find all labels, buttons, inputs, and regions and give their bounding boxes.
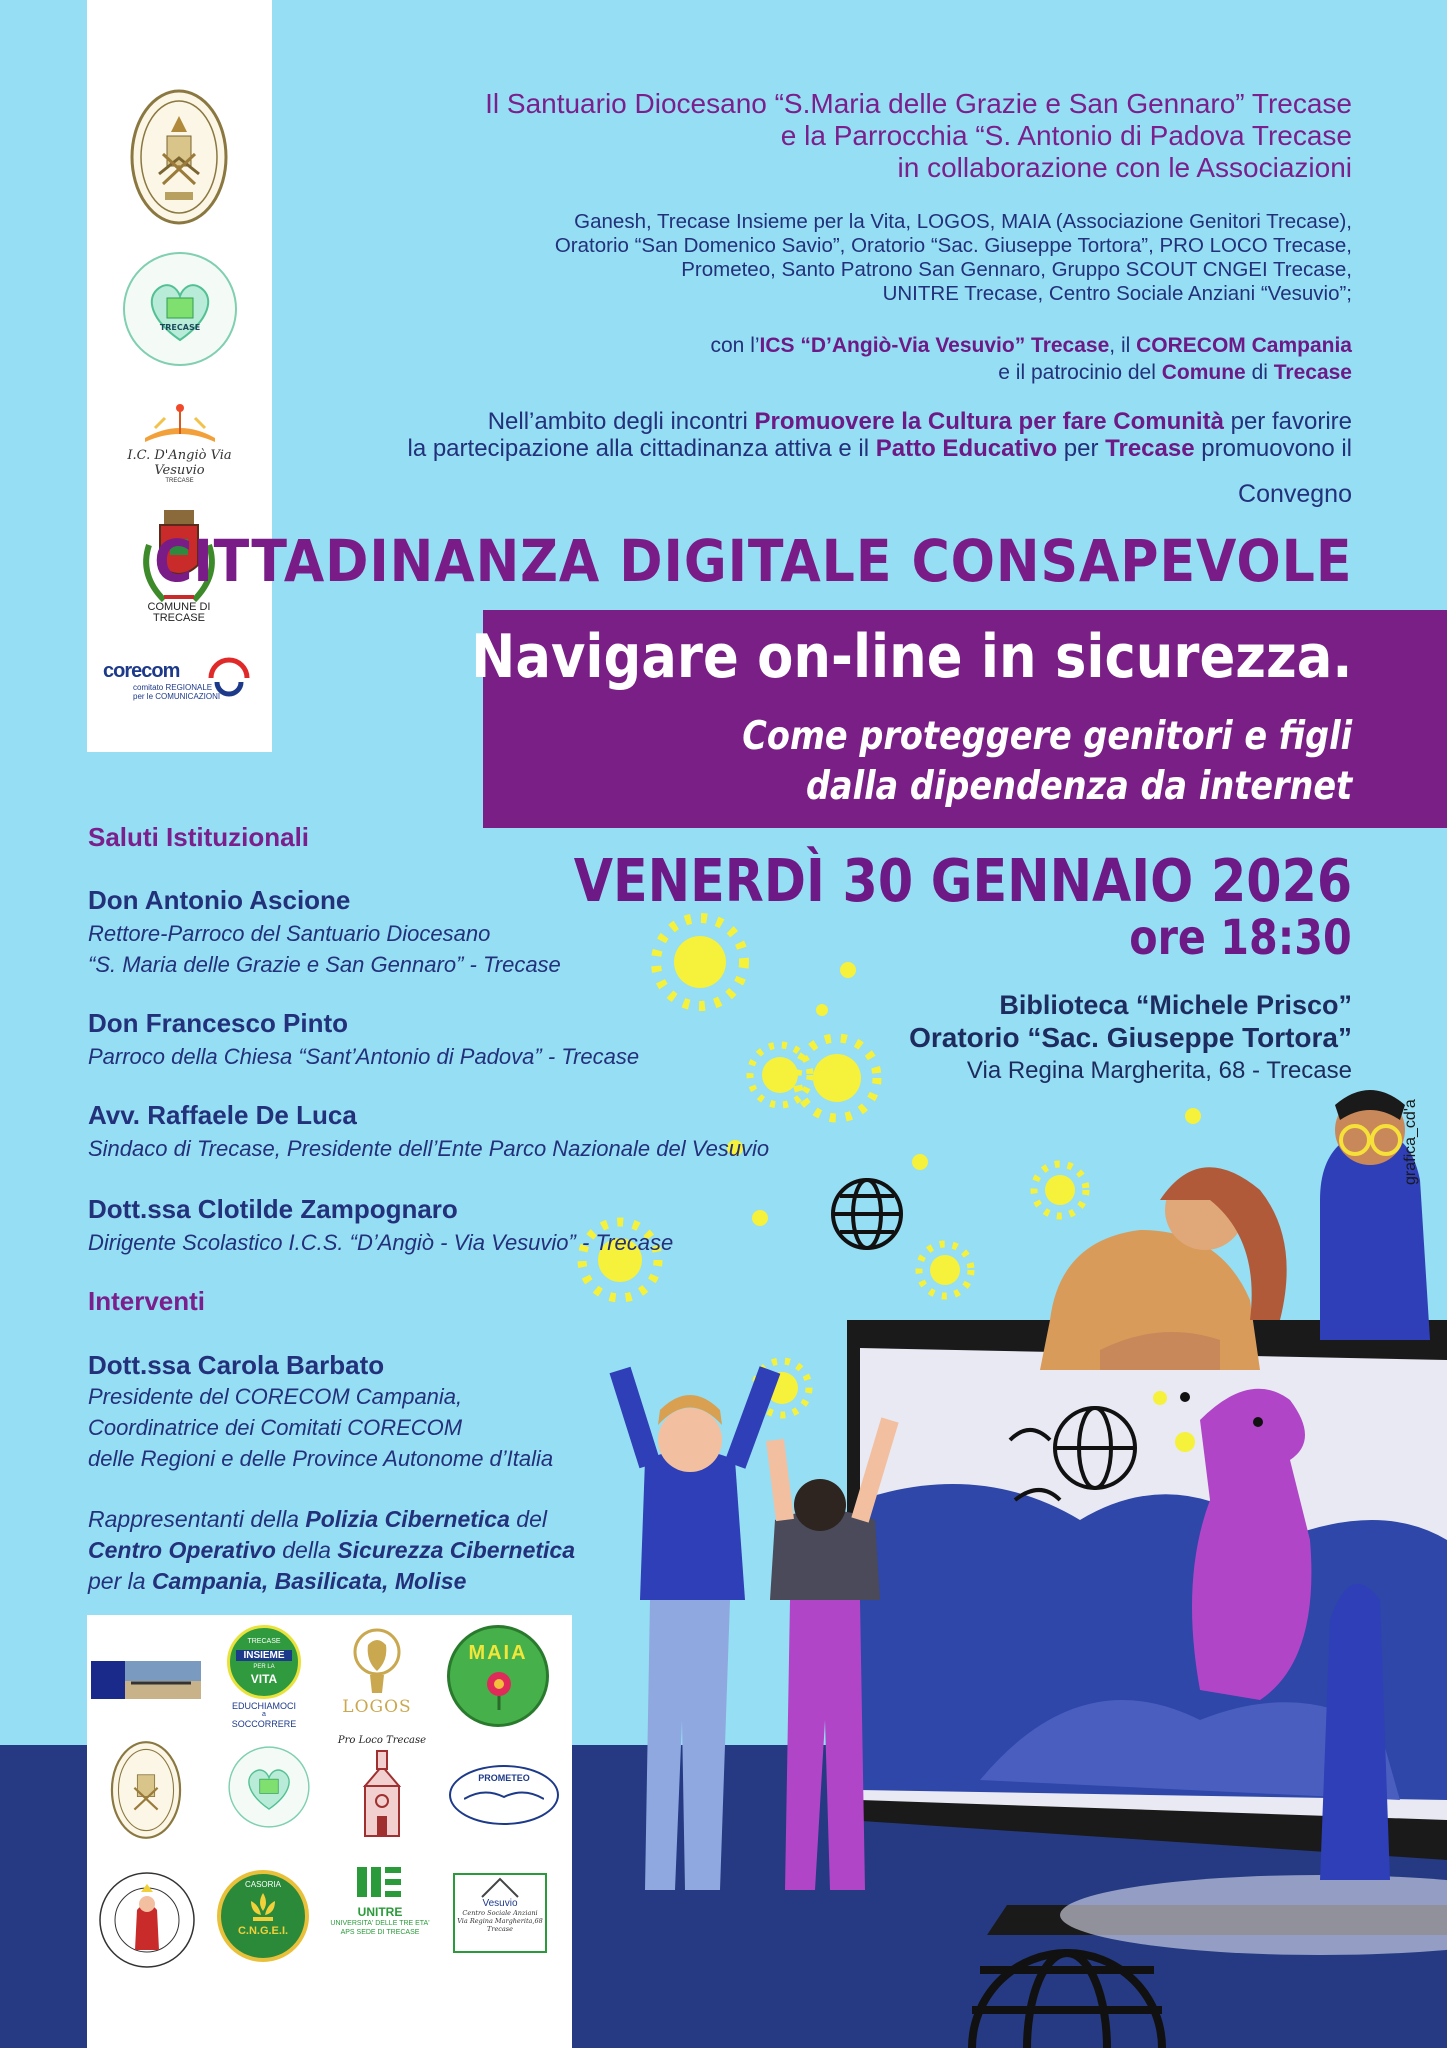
cngei-logo: [217, 1870, 309, 1962]
insieme-vita: VITA: [250, 1672, 278, 1686]
speaker-1-role: [88, 918, 561, 980]
logos-association-logo: [337, 1627, 417, 1717]
associations-line-3: Prometeo, Santo Patrono San Gennaro, Gruppo SCOUT CNGEI Trecase,: [681, 258, 1352, 281]
insieme-sub-2: a: [262, 1711, 266, 1718]
partners-text-3: e il patrocinio del: [998, 361, 1162, 384]
santuario-seal-small: [109, 1740, 183, 1840]
context-block: [407, 408, 1352, 462]
police-a2: Polizia Cibernetica: [305, 1506, 510, 1532]
context-text-4: per: [1057, 435, 1106, 462]
talk-speaker-role-1: Presidente del CORECOM Campania,: [88, 1384, 463, 1409]
unitre-text: UNITRE: [357, 1905, 403, 1919]
context-promuovere: Promuovere la Cultura per fare Comunità: [754, 408, 1224, 435]
event-date: VENERDÌ 30 GENNAIO 2026: [573, 846, 1352, 915]
speaker-3-name: Avv. Raffaele De Luca: [88, 1100, 357, 1130]
venue-line-3: Via Regina Margherita, 68 - Trecase: [966, 1057, 1352, 1084]
intro-block: [485, 88, 1352, 184]
associations-block: [555, 210, 1352, 306]
parrocchia-logo-small: [227, 1745, 311, 1829]
venue-l1a: Biblioteca “: [999, 990, 1150, 1020]
speaker-1-role-2: “S. Maria delle Grazie e San Gennaro” - Trecase: [88, 952, 561, 977]
parrocchia-logo: [121, 250, 239, 368]
insieme-sub-3: SOCCORRERE: [231, 1719, 297, 1729]
globe-large-icon: [972, 1953, 1162, 2048]
associations-line-1: Ganesh, Trecase Insieme per la Vita, LOGOS, MAIA (Associazione Genitori Trecase),: [574, 210, 1352, 233]
police-c1: per la: [88, 1568, 152, 1594]
maia-word: MAIA: [468, 1642, 528, 1664]
vesuvio-sub-2: Via Regina Margherita,68: [457, 1917, 543, 1925]
corecom-sub2: per le COMUNICAZIONI: [133, 692, 221, 701]
logo-column: [87, 0, 272, 752]
insieme-logo: [225, 1625, 303, 1729]
talk-speaker-role-2: Coordinatrice dei Comitati CORECOM: [88, 1415, 463, 1440]
comune-label-2: TRECASE: [153, 612, 205, 624]
context-text-1: Nell’ambito degli incontri: [487, 408, 755, 435]
talk-speaker-role: [88, 1381, 553, 1474]
police-c2: Campania, Basilicata, Molise: [151, 1568, 467, 1594]
event-time: ore 18:30: [1129, 910, 1352, 966]
santo-patrono-logo: [97, 1870, 197, 1970]
proloco-logo: [337, 1735, 427, 1841]
globe-icon: [833, 1180, 901, 1248]
venue-l1c: ”: [1338, 990, 1352, 1020]
context-text-3: la partecipazione alla cittadinanza attiva e il: [407, 435, 876, 462]
school-logo-small: TRECASE: [165, 478, 194, 484]
partners-ics: ICS “D’Angiò-Via Vesuvio” Trecase: [759, 334, 1110, 357]
talk-speaker-role-3: delle Regioni e delle Province Autonome d’Italia: [88, 1446, 554, 1471]
police-a3: del: [509, 1506, 547, 1532]
illustration: [560, 900, 1447, 2048]
intro-line-3: in collaborazione con le Associazioni: [897, 152, 1352, 183]
speaker-4-name: Dott.ssa Clotilde Zampognaro: [88, 1194, 458, 1224]
associations-line-4: UNITRE Trecase, Centro Sociale Anziani “Vesuvio”;: [882, 282, 1352, 305]
school-logo: [107, 398, 252, 484]
parrocchia-center-text: TRECASE: [159, 323, 201, 332]
corecom-sub1: comitato REGIONALE: [133, 683, 213, 692]
context-trecase: Trecase: [1105, 435, 1195, 462]
associations-line-2: Oratorio “San Domenico Savio”, Oratorio “Sac. Giuseppe Tortora”, PRO LOCO Trecase,: [554, 234, 1352, 257]
school-logo-text: I.C. D'Angiò Via Vesuvio: [127, 448, 232, 478]
comune-label-1: COMUNE DI: [147, 601, 211, 613]
insieme-top: TRECASE: [247, 1638, 281, 1645]
greetings-heading: Saluti Istituzionali: [88, 822, 310, 852]
unitre-sub-1: UNIVERSITA' DELLE TRE ETA': [330, 1920, 430, 1927]
graphics-credit: grafica_cd'a: [1402, 1099, 1419, 1185]
event-tagline: [742, 712, 1352, 812]
partners-comune: Comune: [1161, 361, 1246, 384]
police-b3: Sicurezza Cibernetica: [337, 1537, 576, 1563]
speaker-1-name: Don Antonio Ascione: [88, 885, 351, 915]
partners-text-2: , il: [1109, 334, 1137, 357]
vesuvio-logo: [453, 1873, 547, 1953]
partners-text-1: con l’: [710, 334, 760, 357]
corecom-logo: [103, 660, 263, 701]
venue-l1b: Michele Prisco: [1149, 990, 1339, 1020]
adults-illustration: [1040, 1090, 1430, 1370]
insieme-sub-1: EDUCHIAMOCI: [231, 1701, 296, 1711]
speaker-4-role: Dirigente Scolastico I.C.S. “D’Angiò - Via Vesuvio” - Trecase: [88, 1230, 674, 1255]
speaker-3-role: Sindaco di Trecase, Presidente dell’Ente Parco Nazionale del Vesuvio: [88, 1136, 770, 1161]
santuario-seal-logo: [129, 88, 229, 226]
event-tagline-2: dalla dipendenza da internet: [805, 764, 1352, 809]
intro-line-2: e la Parrocchia “S. Antonio di Padova Trecase: [780, 120, 1352, 151]
event-subtitle: Navigare on-line in sicurezza.: [470, 622, 1352, 692]
logos-word: LOGOS: [342, 1697, 412, 1717]
context-text-2: per favorire: [1223, 408, 1352, 435]
unitre-sub-2: APS SEDE DI TRECASE: [340, 1929, 420, 1936]
partners-text-4: di: [1245, 361, 1274, 384]
vesuvio-sub-3: Trecase: [487, 1925, 513, 1933]
talks-heading: Interventi: [88, 1286, 206, 1316]
speaker-2-name: Don Francesco Pinto: [88, 1008, 349, 1038]
police-a1: Rappresentanti della: [88, 1506, 306, 1532]
cngei-top: CASORIA: [244, 1880, 281, 1889]
insieme-small: PER LA: [253, 1664, 275, 1670]
context-patto: Patto Educativo: [875, 435, 1058, 462]
venue-line-2: Oratorio “Sac. Giuseppe Tortora”: [909, 1022, 1352, 1053]
vesuvio-title: Vesuvio: [482, 1898, 518, 1909]
partners-trecase: Trecase: [1273, 361, 1352, 384]
intro-line-1: Il Santuario Diocesano “S.Maria delle Grazie e San Gennaro” Trecase: [485, 88, 1352, 119]
maia-logo: [447, 1625, 549, 1727]
event-kind: Convegno: [1238, 480, 1352, 508]
prometeo-text: PROMETEO: [478, 1773, 530, 1783]
event-title: CITTADINANZA DIGITALE CONSAPEVOLE: [153, 527, 1352, 595]
vesuvio-sub-1: Centro Sociale Anziani: [462, 1909, 538, 1917]
event-tagline-1: Come proteggere genitori e figli: [742, 714, 1352, 759]
unitre-logo: [325, 1865, 435, 1937]
proloco-text: Pro Loco Trecase: [337, 1735, 427, 1746]
insieme-word: INSIEME: [236, 1650, 292, 1661]
context-text-5: promuovono il: [1194, 435, 1352, 462]
corecom-text: corecom: [103, 660, 180, 682]
ganesh-logo: [91, 1661, 201, 1699]
prometeo-logo: [449, 1765, 559, 1825]
partners-block: [711, 332, 1353, 386]
police-b2: della: [275, 1537, 338, 1563]
police-b1: Centro Operativo: [88, 1537, 276, 1563]
speaker-2-role: Parroco della Chiesa “Sant’Antonio di Padova” - Trecase: [88, 1044, 640, 1069]
speaker-1-role-1: Rettore-Parroco del Santuario Diocesano: [88, 921, 491, 946]
talk-speaker-name: Dott.ssa Carola Barbato: [88, 1350, 385, 1380]
associations-logos-panel: [87, 1615, 572, 2048]
partners-corecom: CORECOM Campania: [1136, 334, 1352, 357]
police-block: [88, 1504, 575, 1597]
cngei-text: C.N.G.E.I.: [237, 1925, 289, 1937]
